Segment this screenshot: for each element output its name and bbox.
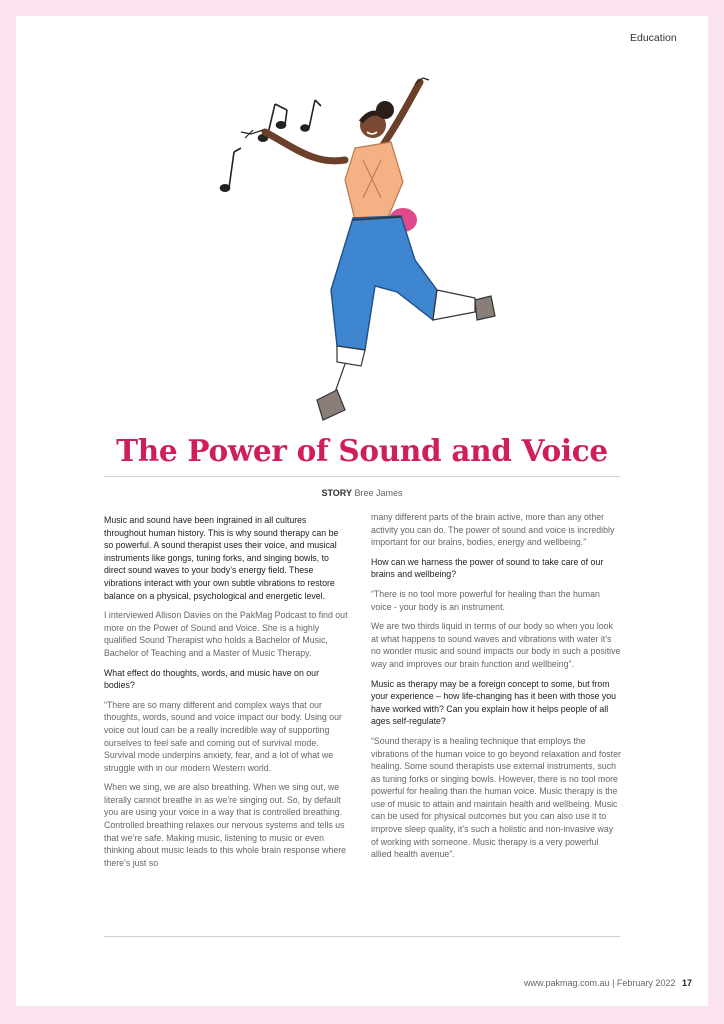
question-heading: What effect do thoughts, words, and music have on our bodies? [104, 667, 319, 691]
title-divider [104, 476, 620, 477]
page-footer [524, 978, 692, 988]
body-paragraph: “There are so many different and complex ways that our thoughts, words, sound and voice impact our body. Using our voice out loud can be a really incredible way of supporting ourselves to feel safe and coming out of survival mode. Survival mode underpins anxiety, fear, and a lot of what we struggle with in our modern Western world. [104, 699, 342, 773]
footer-date: February 2022 [616, 978, 676, 988]
body-paragraph: We are two thirds liquid in terms of our body so when you look at what happens to sound waves and vibrations with water it’s no wonder music and sound impacts our body in such a positive way and improves our brain function and wellbeing”. [371, 621, 621, 669]
body-paragraph: “There is no tool more powerful for healing than the human voice - your body is an instrument. [371, 588, 600, 612]
body-paragraph: When we sing, we are also breathing. When we sing out, we literally cannot breathe in as we’re singing out. So, by default you are using your voice in a way that is controlled breathing. Controlled breathing relaxes our nervous systems and tells us that we’re safe. Making music, listening to music or even thinking about music leads to this whole brain response where there’s just so [104, 782, 347, 868]
right-column [371, 511, 621, 868]
byline-author: Bree James [354, 488, 403, 498]
footer-separator: | [612, 978, 615, 988]
question-heading: How can we harness the power of sound to take care of our brains and wellbeing? [371, 556, 604, 580]
section-label: Education [630, 32, 677, 44]
body-paragraph: many different parts of the brain active, more than any other activity you can do. The power of sound and voice is incredibly important for our brains, bodies, energy and wellbeing.” [371, 512, 615, 548]
bottom-divider [104, 936, 620, 937]
dancing-woman-illustration [205, 70, 505, 430]
body-paragraph: I interviewed Allison Davies on the PakMag Podcast to find out more on the Power of Sound and Voice. She is a highly qualified Sound Therapist who holds a Bachelor of Music, Bachelor of Teaching and a Master of Music Therapy. [104, 610, 348, 658]
footer-site: www.pakmag.com.au [524, 978, 610, 988]
article-title: The Power of Sound and Voice [116, 433, 608, 468]
music-notes-icon [221, 100, 322, 191]
page-number: 17 [681, 978, 692, 988]
left-column [104, 514, 350, 876]
intro-paragraph: Music and sound have been ingrained in all cultures throughout human history. This is why sound therapy can be so powerful. A sound therapist uses their voice, and musical instruments like gongs, tuning forks, and singing bowls, to direct sound waves to your body’s energy field. These vibrations interact with your own subtle vibrations to restore balance on a physical, psychological and energetic level. [104, 515, 339, 601]
byline [0, 488, 724, 498]
byline-label: STORY [321, 488, 352, 498]
body-paragraph: “Sound therapy is a healing technique that employs the vibrations of the human voice to go beyond relaxation and foster healing. Some sound therapists use external instruments, such as tuning forks or singing bowls. However, there is no tool more powerful for healing than the human voice. Music therapy is the use of music to attain and maintain health and wellbeing. Music can be used for physical outcomes but you can also use it to improve sleep quality, it’s such a holistic and non-invasive way of working with someone. Music therapy is a very powerful allied health avenue”. [371, 735, 621, 860]
question-heading: Music as therapy may be a foreign concept to some, but from your experience – how life-changing has it been with those you have worked with? Can you explain how it helps people of all ages self-regulate? [371, 678, 616, 727]
